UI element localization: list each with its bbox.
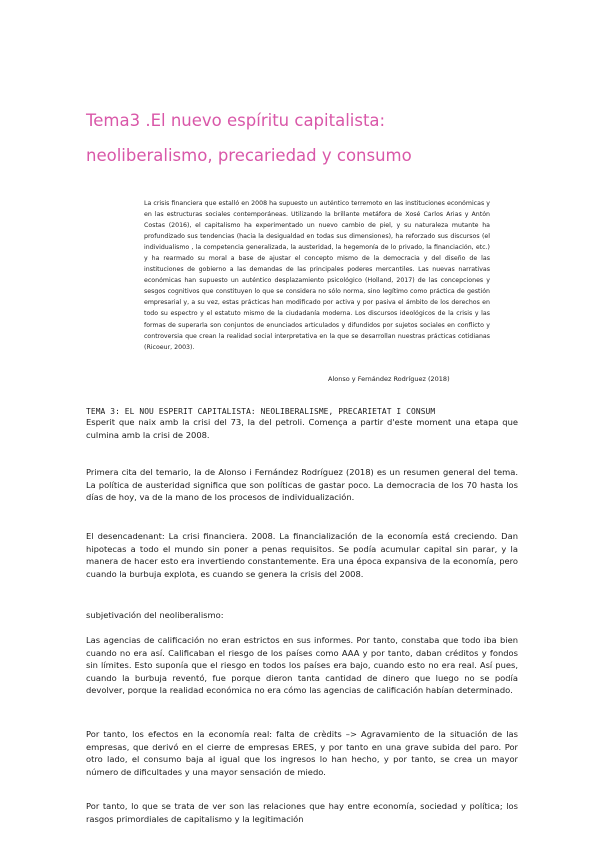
paragraph-1: Esperit que naix amb la crisi del 73, la del petroli. Comença a partir d'este moment una etapa que culmina amb la crisi de 2008. — [86, 417, 518, 440]
title-line-1: Tema3 .El nuevo espíritu capitalista: — [86, 111, 386, 130]
abstract-citation: Alonso y Fernández Rodríguez (2018) — [328, 375, 450, 383]
paragraph-6: Por tanto, los efectos en la economía real: falta de crèdits –> Agravamiento de la situación de las empresas, que derivó en el cierre de empresas ERES, y por tanto en una grave subida del paro. Por otro lado, el consumo baja al igual que los ingresos lo han hecho, y por tanto, se crea un mayor número de dificultades y una mayor sensación de miedo. — [86, 729, 518, 777]
paragraph-7: Por tanto, lo que se trata de ver son las relaciones que hay entre economía, sociedad y política; los rasgos primordiales de capitalismo y la legitimación — [86, 801, 518, 824]
paragraph-4-heading: subjetivación del neoliberalismo: — [86, 610, 224, 620]
abstract-quote: La crisis financiera que estalló en 2008 ha supuesto un auténtico terremoto en las instituciones económicas y en las estructuras sociales contemporáneas. Utilizando la brillante metáfora de Xosé Carlos Arias y Antón Costas (2016), el capitalismo ha experimentado un nuevo cambio de piel, y su naturaleza mutante ha profundizado sus tendencias (hacia la desigualdad en todas sus dimensiones), ha reforzado sus discursos (el individualismo , la competencia generalizada, la austeridad, la hegemonía de lo privado, la financiación, etc.) y ha rearmado su moral a base de ajustar el concepto mismo de la democracia y del diseño de las instituciones de gobierno a las demandas de las principales poderes mercantiles. Las nuevas narrativas económicas han supuesto un auténtico desplazamiento psicológico (Holland, 2017) de las concepciones y sesgos cognitivos que constituyen lo que se considera no sólo norma, sino legítimo como práctica de gestión empresarial y, a su vez, estas prácticas han modificado por activa y por pasiva el ámbito de los derechos en todo su espectro y el estatuto mismo de la ciudadanía moderna. Los discursos ideológicos de la crisis y las formas de superarla son conjuntos de enunciados articulados y difundidos por sujetos sociales en conflicto y controversia que crean la realidad social interpretativa en la que se desarrollan nuestras prácticas cotidianas (Ricoeur, 2003). — [144, 200, 490, 351]
paragraph-5: Las agencias de calificación no eran estrictos en sus informes. Por tanto, constaba que todo iba bien cuando no era así. Calificaban el riesgo de los países como AAA y por tanto, daban créditos y fondos sin límites. Esto suponía que el riesgo en todos los países era bajo, cuando esto no era real. Así pues, cuando la burbuja reventó, fue porque dieron tanta cantidad de dinero que luego no se podía devolver, porque la realidad económica no era cómo las agencias de calificación habían determinado. — [86, 635, 518, 696]
title-line-2: neoliberalismo, precariedad y consumo — [86, 146, 412, 165]
section-heading: TEMA 3: EL NOU ESPERIT CAPITALISTA: NEOLIBERALISME, PRECARIETAT I CONSUM — [86, 407, 436, 416]
paragraph-3: El desencadenant: La crisi financiera. 2008. La financialización de la economía está creciendo. Dan hipotecas a todo el mundo sin poner a penas requisitos. Se podía acumular capital sin parar, y la manera de hacer esto era invertiendo constantemente. Era una época expansiva de la economía, pero cuando la burbuja explota, es cuando se genera la crisis del 2008. — [86, 531, 518, 579]
paragraph-2: Primera cita del temario, la de Alonso i Fernández Rodríguez (2018) es un resumen general del tema. La política de austeridad significa que son políticas de gastar poco. La democracia de los 70 hasta los días de hoy, va de la mano de los procesos de individualización. — [86, 467, 518, 503]
